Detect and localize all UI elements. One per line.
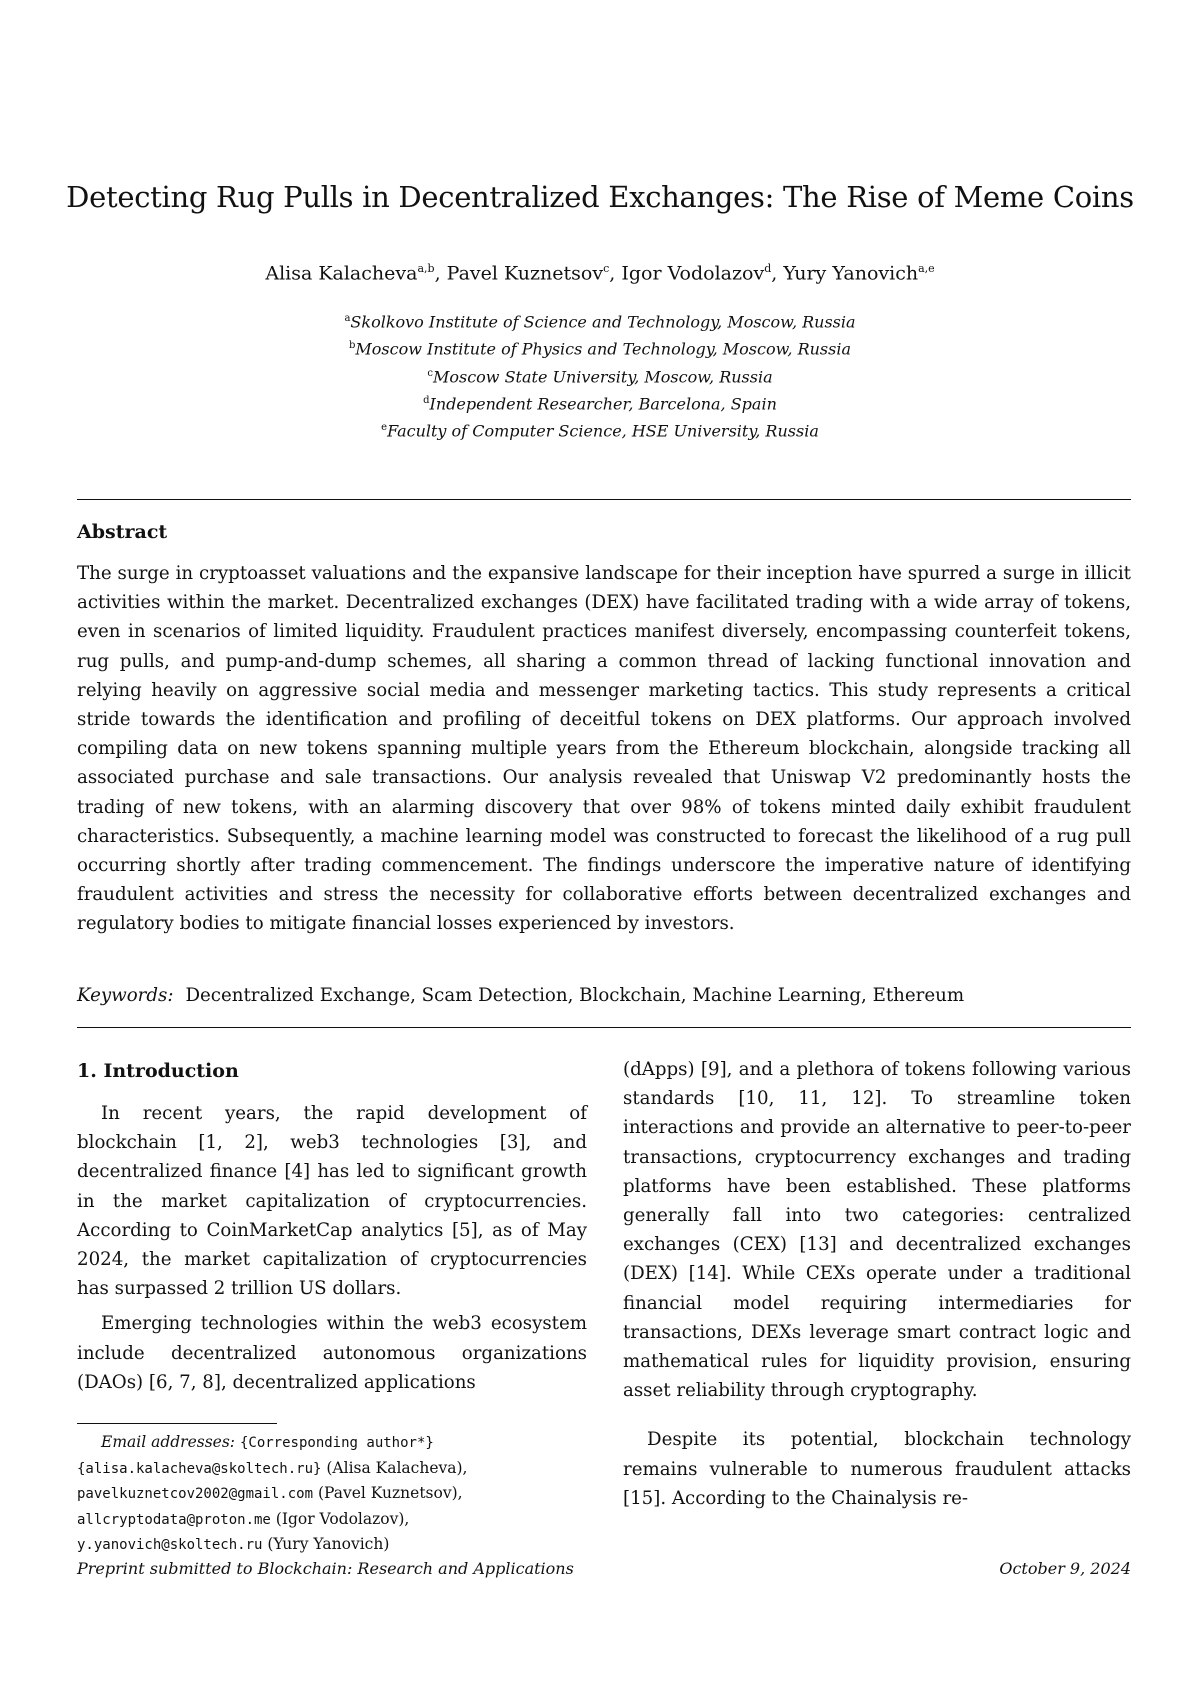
intro-paragraph-1: In recent years, the rapid development of blockchain [1, 2], web3 technologies [3], and decentralized finance [4] has led to significant growth in the market capitalization of cryptocurrencies. According to CoinMarketCap analytics [5], as of May 2024, the market capitalization of cryptocurrencies has surpassed 2 trillion US dollars.: [77, 1103, 587, 1300]
author-list: [60, 262, 1140, 284]
author-affiliation-mark: a,b: [417, 262, 435, 275]
affiliation-mark: e: [381, 422, 388, 434]
author-name: Pavel Kuznetsov: [446, 262, 604, 285]
affiliation-mark: d: [423, 394, 430, 406]
affiliation-line: [60, 334, 1140, 361]
abstract-heading: Abstract: [77, 521, 168, 543]
section-heading-introduction: 1. Introduction: [77, 1060, 239, 1082]
keywords-label: Keywords:: [77, 985, 174, 1006]
right-column: [623, 1055, 1131, 1519]
affiliation-line: [60, 389, 1140, 416]
footnote-email: y.yanovich@skoltech.ru: [77, 1537, 263, 1553]
affiliation-text: Moscow State University, Moscow, Russia: [432, 366, 773, 386]
author-affiliation-mark: c: [603, 262, 610, 275]
affiliation-list: [60, 307, 1140, 444]
affiliation-line: [60, 362, 1140, 389]
intro-paragraph-3: Despite its potential, blockchain technology remains vulnerable to numerous fraudulent attacks [15]. According to the Chainalysis re-: [623, 1429, 1131, 1509]
footnote-email: {Corresponding author*}{alisa.kalacheva@skoltech.ru}: [77, 1435, 434, 1477]
keywords-line: [77, 985, 1131, 1006]
intro-paragraph-2-continued: (dApps) [9], and a plethora of tokens following various standards [10, 11, 12]. To streamline token interactions and provide an alternative to peer-to-peer transactions, cryptocurrency exchanges and trading platforms have been established. These platforms generally fall into two categories: centralized exchanges (CEX) [13] and decentralized exchanges (DEX) [14]. While CEXs operate under a traditional financial model requiring intermediaries for transactions, DEXs leverage smart contract logic and mathematical rules for liquidity provision, ensuring asset reliability through cryptography.: [623, 1059, 1131, 1402]
footnote-text: (Igor Vodolazov),: [270, 1509, 410, 1528]
keywords-text: Decentralized Exchange, Scam Detection, Blockchain, Machine Learning, Ethereum: [185, 985, 965, 1006]
intro-paragraph-2: Emerging technologies within the web3 ecosystem include decentralized autonomous organizations (DAOs) [6, 7, 8], decentralized applications: [77, 1313, 587, 1393]
affiliation-text: Moscow Institute of Physics and Technology, Moscow, Russia: [355, 339, 851, 359]
affiliation-text: Faculty of Computer Science, HSE University, Russia: [387, 421, 819, 441]
footnote-rule: [77, 1423, 277, 1424]
author-name: Yury Yanovich: [783, 262, 919, 285]
paper-title: Detecting Rug Pulls in Decentralized Exchanges: The Rise of Meme Coins: [66, 180, 1134, 214]
footnote-text: (Yury Yanovich): [262, 1535, 390, 1553]
affiliation-mark: c: [427, 367, 433, 379]
author-name: Alisa Kalacheva: [265, 262, 418, 285]
footnote-label: Email addresses:: [101, 1433, 236, 1451]
author-affiliation-mark: a,e: [918, 262, 935, 275]
footer-date: October 9, 2024: [999, 1559, 1131, 1578]
footnote-text: (Alisa Kalacheva),: [321, 1458, 468, 1477]
affiliation-text: Skolkovo Institute of Science and Technology, Moscow, Russia: [350, 312, 856, 332]
affiliation-mark: b: [348, 340, 356, 352]
footnote-text: (Pavel Kuznetsov),: [313, 1484, 463, 1502]
affiliation-line: [60, 307, 1140, 334]
left-column: [77, 1055, 587, 1403]
author-affiliation-mark: d: [764, 262, 772, 275]
footnote-email: allcryptodata@proton.me: [77, 1511, 271, 1528]
affiliation-text: Independent Researcher, Barcelona, Spain: [429, 394, 777, 414]
affiliation-line: [60, 416, 1140, 443]
author-separator: ,: [771, 262, 784, 285]
author-separator: ,: [434, 262, 447, 285]
footer-journal: Preprint submitted to Blockchain: Research and Applications: [77, 1559, 574, 1578]
author-separator: ,: [609, 262, 622, 285]
footnote-email: pavelkuznetcov2002@gmail.com: [77, 1486, 314, 1502]
affiliation-mark: a: [344, 313, 351, 324]
author-name: Igor Vodolazov: [621, 262, 765, 285]
abstract-text: The surge in cryptoasset valuations and the expansive landscape for their inception have spurred a surge in illicit activities within the market. Decentralized exchanges (DEX) have facilitated trading with a wide array of tokens, even in scenarios of limited liquidity. Fraudulent practices manifest diversely, encompassing counterfeit tokens, rug pulls, and pump-and-dump schemes, all sharing a common thread of lacking functional innovation and relying heavily on aggressive social media and messenger marketing tactics. This study represents a critical stride towards the identification and profiling of deceitful tokens on DEX platforms. Our approach involved compiling data on new tokens spanning multiple years from the Ethereum blockchain, alongside tracking all associated purchase and sale transactions. Our analysis revealed that Uniswap V2 predominantly hosts the trading of new tokens, with an alarming discovery that over 98% of tokens minted daily exhibit fraudulent characteristics. Subsequently, a machine learning model was constructed to forecast the likelihood of a rug pull occurring shortly after trading commencement. The findings underscore the imperative nature of identifying fraudulent activities and stress the necessity for collaborative efforts between decentralized exchanges and regulatory bodies to mitigate financial losses experienced by investors.: [77, 563, 1131, 935]
abstract-bottom-rule: [77, 1027, 1131, 1028]
abstract-top-rule: [77, 499, 1131, 500]
email-footnote: [77, 1430, 587, 1558]
